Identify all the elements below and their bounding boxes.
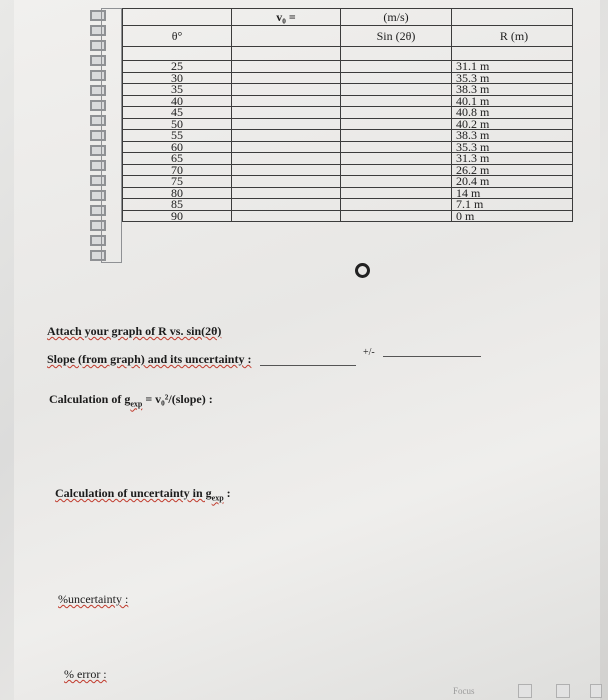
range-cell: 26.2 m [452, 164, 573, 176]
sin-cell [341, 210, 452, 222]
uncertainty-answer-blank[interactable] [383, 348, 481, 357]
calc-uncertainty-text: Calculation of uncertainty in g [55, 486, 212, 500]
table-row [123, 141, 573, 153]
table-row [123, 84, 573, 96]
print-layout-icon[interactable] [556, 684, 570, 698]
spacer-row [123, 47, 573, 61]
table-row [123, 130, 573, 142]
percent-error-line [64, 667, 107, 682]
header-v0: v₀ = [232, 9, 341, 26]
read-mode-icon[interactable] [518, 684, 532, 698]
range-cell: 35.3 m [452, 72, 573, 84]
empty-cell [232, 176, 341, 188]
sin-cell [341, 141, 452, 153]
range-cell: 38.3 m [452, 130, 573, 142]
angle-cell: 70 [123, 164, 232, 176]
calc-g-line [49, 392, 213, 408]
slope-line [47, 352, 251, 367]
sin-cell [341, 84, 452, 96]
empty-cell [232, 187, 341, 199]
range-cell: 20.4 m [452, 176, 573, 188]
calc-uncertainty-subscript: exp [211, 493, 224, 503]
angle-cell: 55 [123, 130, 232, 142]
table-margin-column [101, 8, 122, 263]
header-row-columns [123, 26, 573, 47]
range-cell: 31.3 m [452, 153, 573, 165]
range-cell: 14 m [452, 187, 573, 199]
angle-cell: 80 [123, 187, 232, 199]
empty-cell [232, 107, 341, 119]
percent-error-text: % error : [64, 667, 107, 681]
percent-uncertainty-text: %uncertainty : [58, 592, 129, 606]
angle-cell: 85 [123, 199, 232, 211]
header-cell-empty-2 [452, 9, 573, 26]
focus-label[interactable]: Focus [453, 686, 475, 696]
range-cell: 7.1 m [452, 199, 573, 211]
table-row [123, 187, 573, 199]
empty-cell [232, 141, 341, 153]
empty-cell [232, 199, 341, 211]
header-units: (m/s) [341, 9, 452, 26]
slope-answer-blank[interactable] [260, 357, 356, 366]
calc-uncertainty-colon: : [223, 486, 231, 500]
table-row [123, 176, 573, 188]
table-row [123, 210, 573, 222]
angle-cell: 45 [123, 107, 232, 119]
header-cell-empty [123, 9, 232, 26]
sin-cell [341, 118, 452, 130]
angle-cell: 35 [123, 84, 232, 96]
sin-cell [341, 61, 452, 73]
angle-cell: 75 [123, 176, 232, 188]
sin-cell [341, 107, 452, 119]
sin-cell [341, 153, 452, 165]
table-row [123, 199, 573, 211]
calc-uncertainty-line [55, 486, 231, 502]
header-row-units [123, 9, 573, 26]
table-row [123, 164, 573, 176]
percent-uncertainty-line [58, 592, 128, 607]
column-header-blank [232, 26, 341, 47]
spacer-cell [232, 47, 341, 61]
data-rows [123, 61, 573, 222]
angle-cell: 60 [123, 141, 232, 153]
angle-cell: 65 [123, 153, 232, 165]
calc-g-subscript: exp [130, 399, 143, 409]
attach-graph-text: Attach your graph of R vs. sin(2θ) [47, 324, 222, 338]
table-row [123, 107, 573, 119]
empty-cell [232, 95, 341, 107]
angle-cell: 40 [123, 95, 232, 107]
sin-cell [341, 187, 452, 199]
sin-cell [341, 95, 452, 107]
sin-cell [341, 176, 452, 188]
angle-cell: 90 [123, 210, 232, 222]
table-row [123, 95, 573, 107]
range-cell: 0 m [452, 210, 573, 222]
web-layout-icon[interactable] [590, 684, 602, 698]
calc-g-formula: = v₀²/(slope) : [142, 392, 213, 406]
sin-cell [341, 199, 452, 211]
empty-cell [232, 118, 341, 130]
angle-cell: 30 [123, 72, 232, 84]
range-cell: 38.3 m [452, 84, 573, 96]
range-cell: 31.1 m [452, 61, 573, 73]
column-header-theta: θ° [123, 26, 232, 47]
empty-cell [232, 153, 341, 165]
empty-cell [232, 130, 341, 142]
column-header-range: R (m) [452, 26, 573, 47]
plus-minus-label: +/- [363, 347, 375, 358]
spacer-cell [341, 47, 452, 61]
empty-cell [232, 61, 341, 73]
circle-mark [355, 263, 370, 278]
table-row [123, 61, 573, 73]
table-row [123, 153, 573, 165]
empty-cell [232, 72, 341, 84]
empty-cell [232, 84, 341, 96]
attach-graph-line [47, 324, 221, 339]
empty-cell [232, 210, 341, 222]
table-row [123, 72, 573, 84]
range-cell: 40.2 m [452, 118, 573, 130]
empty-cell [232, 164, 341, 176]
sin-cell [341, 164, 452, 176]
range-cell: 40.8 m [452, 107, 573, 119]
sin-cell [341, 130, 452, 142]
range-cell: 40.1 m [452, 95, 573, 107]
column-header-sin: Sin (2θ) [341, 26, 452, 47]
sin-cell [341, 72, 452, 84]
range-cell: 35.3 m [452, 141, 573, 153]
data-table [122, 8, 573, 222]
calc-g-text: Calculation of g [49, 392, 131, 406]
angle-cell: 25 [123, 61, 232, 73]
slope-text: Slope (from graph) and its uncertainty : [47, 352, 252, 366]
angle-cell: 50 [123, 118, 232, 130]
table-row [123, 118, 573, 130]
